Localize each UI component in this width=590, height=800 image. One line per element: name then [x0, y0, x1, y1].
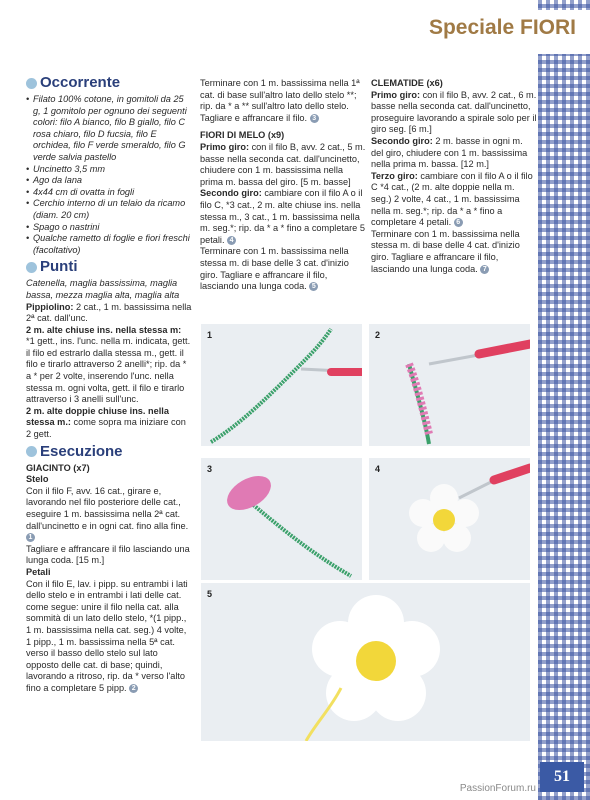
- apple-blossom-icon: [369, 458, 530, 580]
- step-photo-5: [201, 583, 530, 741]
- stelo-text: Con il filo F, avv. 16 cat., girare e, lavorando nel filo posteriore delle cat., eseguire 1 m. bassissima nella 2ª cat. dall'uncinetto e in ogni cat. fino alla fine. 1: [26, 485, 189, 542]
- step-badge: 2: [129, 684, 138, 693]
- melo-round-1: Primo giro: con il filo B, avv. 2 cat., 5 m. basse nella seconda cat. dall'uncinetto, chiudere con 1 m. bassissima nella prima m. bassa del giro. [5 m. basse]: [200, 141, 366, 187]
- page-title: Speciale FIORI: [428, 16, 576, 39]
- hook-chain-icon: [201, 324, 362, 446]
- watermark: PassionForum.ru: [459, 783, 536, 794]
- giacinto-title: GIACINTO (x7): [26, 462, 90, 473]
- photo-number: 3: [207, 464, 213, 474]
- step-photo-1: [201, 324, 362, 446]
- clematide-title: CLEMATIDE (x6): [371, 78, 443, 88]
- step-badge: 1: [26, 533, 35, 542]
- step-photo-4: [369, 458, 530, 580]
- stelo-title: Stelo: [26, 474, 49, 485]
- occorrente-heading: Occorrente: [26, 74, 192, 92]
- bullet-dot-icon: [26, 262, 37, 273]
- hyacinth-icon: [201, 458, 362, 580]
- step-photo-2: [369, 324, 530, 446]
- photo-number: 4: [375, 464, 381, 474]
- petali-text: Con il filo E, lav. i pipp. su entrambi i lati dello stelo e in entrambi i lati delle cat. come segue: unire il filo nella cat. alla sommità di un lato dello stelo, *(1 pipp., 1 m. bassissima nella cat. seg.) 4 volte, 1 pipp., 1 m. bassissima nella 5ª cat. verso il basso dello stelo sul lato opposto delle cat. di base; quindi, lavorando a ritroso, rip. da * verso l'alto fino a completare 5 pipp. 2: [26, 578, 188, 693]
- column-1: [26, 72, 192, 695]
- step-photo-3: [201, 458, 362, 580]
- melo-round-2: Secondo giro: cambiare con il filo A o il filo C, *3 cat., 2 m. alte chiuse ins. nella stessa m., 3 cat., 1 m. bassissima nella m. seg.*; rip. da * a * fino a completare 5 petali. 4: [200, 188, 365, 245]
- list-item: • Qualche rametto di foglie e fiori freschi (facoltativo): [26, 233, 192, 256]
- list-item: • Ago da lana: [26, 175, 192, 187]
- melo-title: FIORI DI MELO (x9): [200, 130, 285, 141]
- esecuzione-heading: Esecuzione: [26, 443, 192, 461]
- list-item: • Spago o nastrini: [26, 222, 192, 234]
- step-badge: 5: [309, 282, 318, 291]
- punti-heading: Punti: [26, 258, 192, 276]
- clematide-end-text: Terminare con 1 m. bassissima nella stessa m. di base delle 4 cat. d'inizio giro. Tagliare e affrancare il filo, lasciando una lunga coda. 7: [371, 228, 520, 274]
- clematide-round-1: Primo giro: con il filo B, avv. 2 cat., 6 m. basse nella seconda cat. dall'uncinetto, proseguire lavorando a spirale solo per il giro seg. [6 m.]: [371, 89, 537, 135]
- melo-end-text: Terminare con 1 m. bassissima nella stessa m. di base delle 3 cat. d'inizio giro. Tagliare e affrancare il filo, lasciando una lunga coda. 5: [200, 246, 349, 292]
- list-item: • Cerchio interno di un telaio da ricamo (diam. 20 cm): [26, 198, 192, 221]
- list-item: • 4x44 cm di ovatta in fogli: [26, 187, 192, 199]
- page-number: 51: [540, 762, 584, 792]
- petal-chain-icon: [369, 324, 530, 446]
- bullet-dot-icon: [26, 78, 37, 89]
- stitch-2-alte: 2 m. alte chiuse ins. nella stessa m: *1 gett., ins. l'unc. nella m. indicata, gett. il filo ed estrarlo dalla stessa m., gett. il filo e tirarlo attraverso 2 anelli*; rip. da * a * per 2 volte, inserendo l'unc. nella stessa m. ogni volta, gett. il filo e tirarlo attraverso i 3 anelli sull'unc.: [26, 324, 191, 405]
- clematide-round-2: Secondo giro: 2 m. basse in ogni m. del giro, chiudere con 1 m. bassissima nella prima m. bassa. [12 m.]: [371, 135, 528, 170]
- photo-number: 1: [207, 330, 213, 340]
- step-badge: 4: [227, 236, 236, 245]
- punti-intro: Catenella, maglia bassissima, maglia bassa, mezza maglia alta, maglia alta: [26, 278, 180, 300]
- column-3: [371, 78, 537, 275]
- photo-number: 2: [375, 330, 381, 340]
- step-badge: 3: [310, 114, 319, 123]
- finished-flower-icon: [201, 583, 530, 741]
- clematide-round-3: Terzo giro: cambiare con il filo A o il filo C *4 cat., (2 m. alte doppie nella m. seg.) 2 volte, 4 cat., 1 m. bassissima nella m. seg.*; rip. da * a * fino a completare 4 petali. 6: [371, 170, 533, 228]
- stitch-2-alte-doppie: 2 m. alte doppie chiuse ins. nella stessa m.: come sopra ma iniziare con 2 gett.: [26, 405, 186, 440]
- list-item: • Uncinetto 3,5 mm: [26, 164, 192, 176]
- step-badge: 6: [454, 218, 463, 227]
- bullet-dot-icon: [26, 446, 37, 457]
- stelo-text-2: Tagliare e affrancare il filo lasciando una lunga coda. [15 m.]: [26, 543, 190, 566]
- list-item: • Filato 100% cotone, in gomitoli da 25 g, 1 gomitolo per ognuno dei seguenti colori: filo A bianco, filo B giallo, filo C rosa chiaro, filo D fucsia, filo E orchidea, filo F verde smeraldo, filo G verde salvia pastello: [26, 94, 192, 164]
- stitch-pippiolino: Pippiolino: 2 cat., 1 m. bassissima nella 2ª cat. dall'unc.: [26, 301, 192, 324]
- petali-title: Petali: [26, 566, 51, 577]
- gingham-border: [538, 0, 590, 800]
- giacinto-end-text: Terminare con 1 m. bassissima nella 1ª cat. di base sull'altro lato dello stelo **; rip. da * a ** sull'altro lato dello stelo. Tagliare e affrancare il filo. 3: [200, 78, 360, 123]
- column-2: [200, 78, 366, 293]
- materials-list: [26, 94, 192, 256]
- photo-number: 5: [207, 589, 213, 599]
- step-badge: 7: [480, 265, 489, 274]
